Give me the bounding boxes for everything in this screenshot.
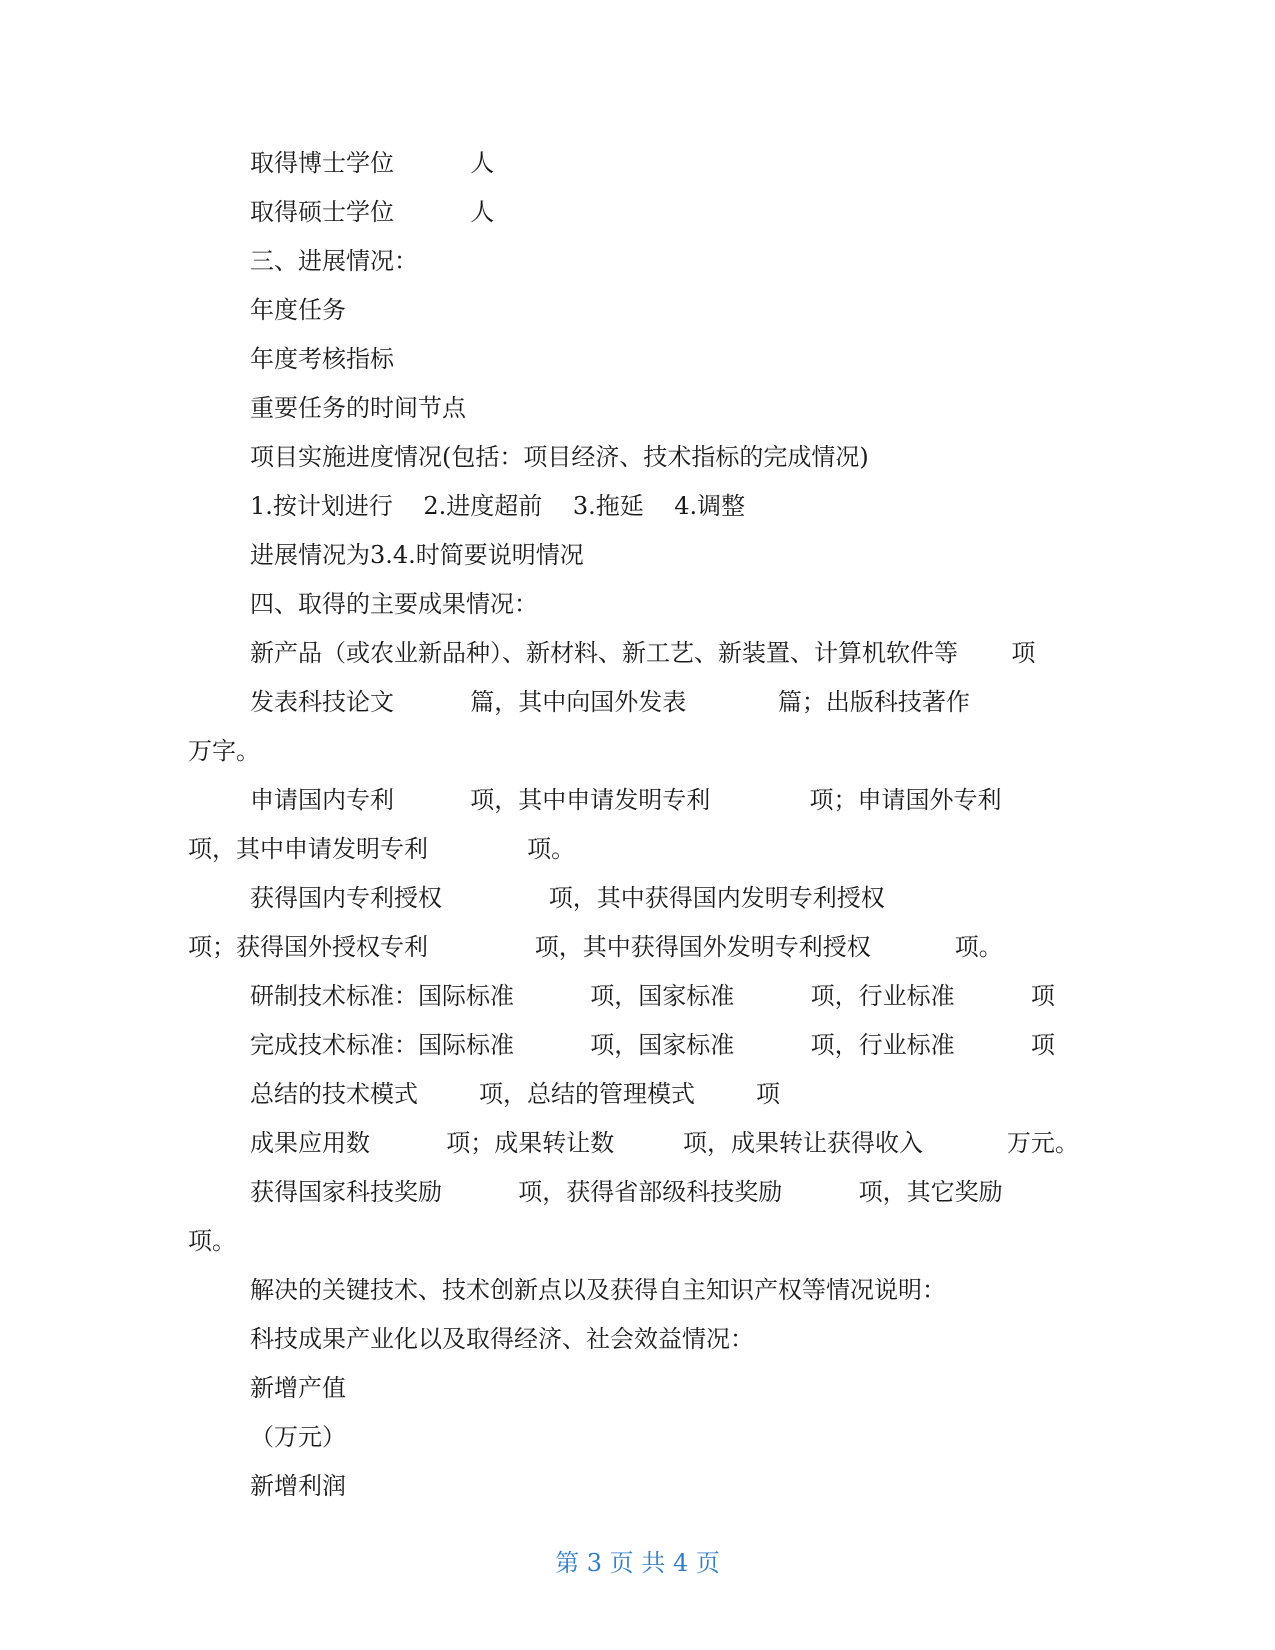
doc-line-awards-cont: 项。 [188, 1227, 236, 1255]
doc-line-patent-grants-cont: 项；获得国外授权专利 项，其中获得国外发明专利授权 项。 [188, 933, 1003, 961]
doc-line-masters: 取得硕士学位 人 [250, 198, 495, 226]
doc-line-papers-cont: 万字。 [188, 737, 260, 765]
doc-line-progress-note: 进展情况为3.4.时简要说明情况 [250, 541, 584, 569]
doc-line-progress-options: 1.按计划进行 2.进度超前 3.拖延 4.调整 [250, 492, 746, 520]
page-footer: 第 3 页 共 4 页 [555, 1549, 720, 1577]
section-heading-results: 四、取得的主要成果情况： [250, 590, 538, 618]
doc-line-annual-task: 年度任务 [250, 296, 346, 324]
doc-line-new-profit: 新增利润 [250, 1472, 346, 1500]
doc-line-applications: 成果应用数 项；成果转让数 项，成果转让获得收入 万元。 [250, 1129, 1079, 1157]
section-heading-progress: 三、进展情况： [250, 247, 418, 275]
doc-line-patent-grants: 获得国内专利授权 项，其中获得国内发明专利授权 [250, 884, 885, 912]
doc-line-implementation: 项目实施进度情况(包括：项目经济、技术指标的完成情况) [250, 443, 869, 471]
doc-line-new-products: 新产品（或农业新品种）、新材料、新工艺、新装置、计算机软件等 项 [250, 639, 1036, 667]
doc-line-patent-applications: 申请国内专利 项，其中申请发明专利 项；申请国外专利 [250, 786, 1002, 814]
doc-line-key-tech: 解决的关键技术、技术创新点以及获得自主知识产权等情况说明： [250, 1276, 946, 1304]
doc-line-papers: 发表科技论文 篇，其中向国外发表 篇；出版科技著作 [250, 688, 970, 716]
doc-line-unit: （万元） [250, 1423, 346, 1451]
doc-line-annual-indicators: 年度考核指标 [250, 345, 394, 373]
doc-line-industrialization: 科技成果产业化以及取得经济、社会效益情况： [250, 1325, 754, 1353]
doc-line-models: 总结的技术模式 项，总结的管理模式 项 [250, 1080, 781, 1108]
doc-line-standards-completed: 完成技术标准：国际标准 项，国家标准 项，行业标准 项 [250, 1031, 1055, 1059]
doc-line-milestones: 重要任务的时间节点 [250, 394, 466, 422]
doc-line-awards: 获得国家科技奖励 项，获得省部级科技奖励 项，其它奖励 [250, 1178, 1003, 1206]
doc-line-standards-developed: 研制技术标准：国际标准 项，国家标准 项，行业标准 项 [250, 982, 1055, 1010]
doc-line-new-output: 新增产值 [250, 1374, 346, 1402]
doc-line-phd: 取得博士学位 人 [250, 149, 495, 177]
doc-line-patent-applications-cont: 项，其中申请发明专利 项。 [188, 835, 576, 863]
